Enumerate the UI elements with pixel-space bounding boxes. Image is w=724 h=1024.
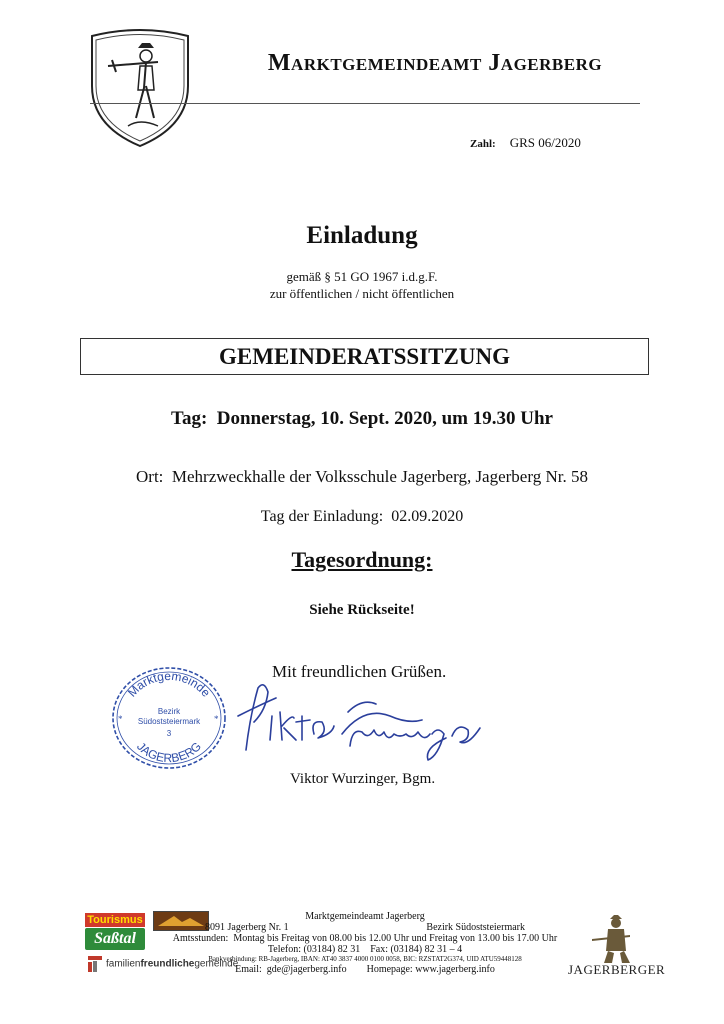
footer-address	[165, 911, 565, 975]
family-icon	[88, 956, 102, 972]
stamp-line2: Südoststeiermark	[137, 717, 201, 726]
stamp-number: 3	[166, 729, 172, 738]
official-stamp	[108, 660, 230, 772]
stamp-line1: Bezirk	[157, 707, 181, 716]
svg-text:JAGERBERG	[134, 739, 204, 765]
agenda-heading: Tagesordnung:	[291, 547, 433, 572]
footer-office: Marktgemeindeamt Jagerberg	[305, 911, 425, 922]
header-divider	[90, 103, 640, 104]
stamp-top-text: Marktgemeinde	[124, 668, 214, 700]
family-logo-regular: familien	[106, 958, 141, 970]
footer-homepage[interactable]: Homepage: www.jagerberg.info	[366, 964, 495, 975]
svg-text:Marktgemeinde	[125, 669, 214, 700]
tourism-logo	[85, 913, 145, 951]
agenda-note: Siehe Rückseite!	[309, 602, 415, 618]
invitation-date-line: Tag der Einladung: 02.09.2020	[260, 508, 464, 525]
footer-street: 8091 Jagerberg Nr. 1	[205, 922, 289, 933]
signer-name: Viktor Wurzinger, Bgm.	[290, 771, 436, 787]
footer-district: Bezirk Südoststeiermark	[426, 922, 525, 933]
session-type-box: GEMEINDERATSSITZUNG	[80, 338, 649, 375]
tourism-logo-bottom: Saßtal	[85, 928, 145, 950]
stamp-bottom-text: JAGERBERG	[134, 739, 204, 766]
meeting-venue-line: Ort: Mehrzweckhalle der Volksschule Jagerberg, Jagerberg Nr. 58	[136, 467, 588, 486]
closing-greeting: Mit freundlichen Grüßen.	[272, 662, 447, 681]
scope-line: zur öffentlichen / nicht öffentlichen	[269, 286, 455, 301]
document-subtitle	[0, 268, 724, 302]
handwritten-signature	[232, 676, 500, 764]
footer-hours: Amtsstunden: Montag bis Freitag von 08.00 bis 12.00 Uhr und Freitag von 13.00 bis 17.00 Uhr	[172, 933, 558, 944]
legal-basis-line: gemäß § 51 GO 1967 i.d.g.F.	[286, 269, 438, 284]
reference-number	[470, 135, 581, 151]
header-title: Marktgemeindeamt Jagerberg	[267, 50, 603, 76]
tourism-logo-top: Tourismus	[85, 913, 145, 927]
reference-value: GRS 06/2020	[509, 135, 581, 150]
svg-text:*: *	[214, 714, 219, 724]
family-logo-end: gemeinde	[194, 958, 239, 970]
jagerberger-logo-text: JAGERBERGER	[568, 962, 666, 977]
municipal-crest-icon	[88, 26, 192, 150]
family-logo-bold: freundliche	[140, 958, 195, 970]
document-title: Einladung	[306, 222, 418, 249]
svg-text:*: *	[118, 714, 123, 724]
footer-contact	[165, 964, 565, 975]
footer-email[interactable]: Email: gde@jagerberg.info	[235, 964, 347, 975]
footer-bank: Bankverbindung: RB-Jagerberg, IBAN: AT40 3837 4000 0100 0058, BIC: RZSTAT2G374, UID ATU59448128	[208, 955, 522, 963]
footer-address-row	[165, 922, 565, 933]
footer-phone: Telefon: (03184) 82 31 Fax: (03184) 82 31 – 4	[267, 944, 463, 955]
reference-label: Zahl:	[470, 138, 496, 150]
meeting-date-line: Tag: Donnerstag, 10. Sept. 2020, um 19.30 Uhr	[171, 408, 553, 429]
